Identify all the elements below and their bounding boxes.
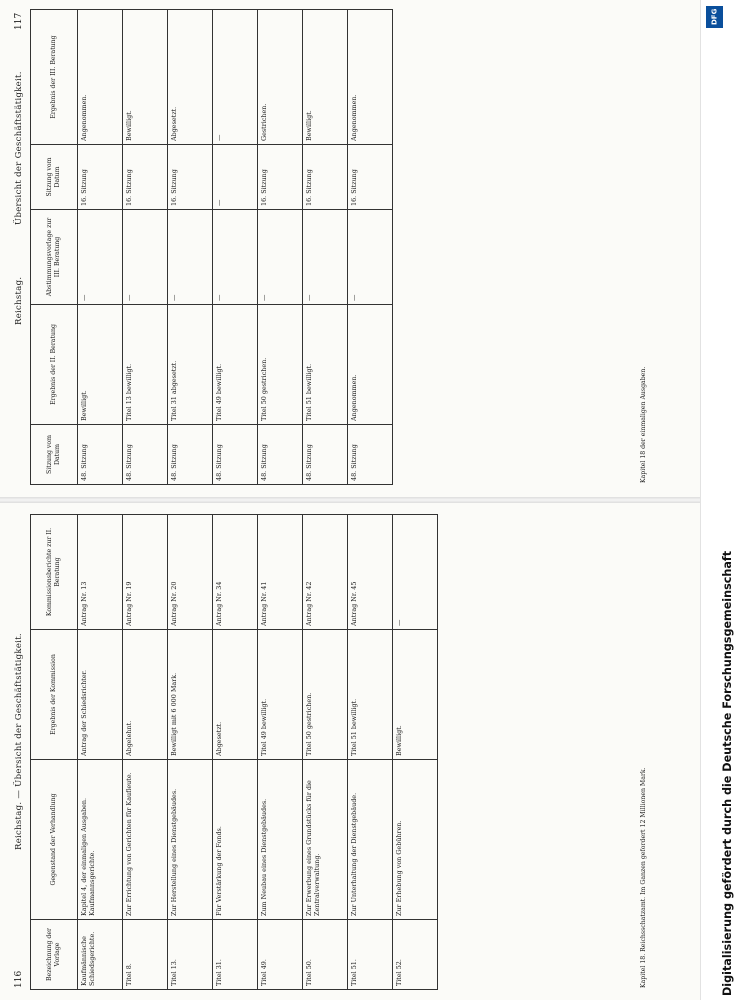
right-running-head-secondary: Übersicht der Geschäftstätigkeit. bbox=[14, 71, 24, 225]
table-cell: Antrag Nr. 20 bbox=[168, 515, 213, 630]
table-row bbox=[303, 515, 348, 990]
column-header: Sitzung vom Datum bbox=[31, 425, 78, 485]
table-cell: Bewilligt. bbox=[78, 305, 123, 425]
page-fold bbox=[0, 497, 700, 503]
table-cell: Titel 51 bewilligt. bbox=[303, 305, 348, 425]
table-cell: Bewilligt mit 6 000 Mark. bbox=[168, 630, 213, 760]
table-cell: Titel 13 bewilligt. bbox=[123, 305, 168, 425]
right-page-footer-note: Kapitel 18 der einmaligen Ausgaben. bbox=[640, 366, 647, 483]
table-cell: — bbox=[213, 145, 258, 210]
table-cell: Zur Herstellung eines Dienstgebäudes. bbox=[168, 760, 213, 920]
table-row bbox=[348, 10, 393, 485]
table-cell: 48. Sitzung bbox=[348, 425, 393, 485]
table-cell: 16. Sitzung bbox=[168, 145, 213, 210]
table-cell: Zur Erhebung von Gebühren. bbox=[393, 760, 438, 920]
table-cell: Antrag Nr. 13 bbox=[78, 515, 123, 630]
table-cell: Bewilligt. bbox=[303, 10, 348, 145]
table-cell: Titel 31. bbox=[213, 920, 258, 990]
table-cell: Titel 50 gestrichen. bbox=[258, 305, 303, 425]
table-cell: Titel 31 abgesetzt. bbox=[168, 305, 213, 425]
table-row bbox=[78, 10, 123, 485]
table-cell: 48. Sitzung bbox=[303, 425, 348, 485]
table-cell: Angenommen. bbox=[348, 10, 393, 145]
left-page bbox=[0, 505, 700, 1000]
table-cell: Titel 49 bewilligt. bbox=[258, 630, 303, 760]
table-row bbox=[348, 515, 393, 990]
left-page-footer-note: Kapitel 18. Reichsschatzamt. Im Ganzen gefordert 12 Millionen Mark. bbox=[640, 767, 647, 988]
table-row bbox=[78, 515, 123, 990]
table-row bbox=[393, 515, 438, 990]
table-cell: 48. Sitzung bbox=[123, 425, 168, 485]
table-cell: Abgesetzt. bbox=[168, 10, 213, 145]
table-cell: 16. Sitzung bbox=[303, 145, 348, 210]
table-cell: — bbox=[393, 515, 438, 630]
table-cell: — bbox=[303, 210, 348, 305]
table-cell: Antrag Nr. 42 bbox=[303, 515, 348, 630]
column-header: Ergebnis der Kommission bbox=[31, 630, 78, 760]
table-cell: — bbox=[213, 210, 258, 305]
table-cell: Antrag Nr. 34 bbox=[213, 515, 258, 630]
column-header: Sitzung vom Datum bbox=[31, 145, 78, 210]
column-header: Kommissionsberichte zur II. Beratung bbox=[31, 515, 78, 630]
table-cell: — bbox=[213, 10, 258, 145]
right-page-table bbox=[30, 9, 393, 485]
left-page-table bbox=[30, 514, 438, 990]
table-row bbox=[123, 515, 168, 990]
right-page-number: 117 bbox=[14, 12, 24, 30]
column-header: Ergebnis der II. Beratung bbox=[31, 305, 78, 425]
table-cell: Bewilligt. bbox=[123, 10, 168, 145]
table-row bbox=[258, 10, 303, 485]
left-page-number: 116 bbox=[14, 970, 24, 988]
table-cell: Titel 8. bbox=[123, 920, 168, 990]
right-page bbox=[0, 0, 700, 495]
table-cell: Angenommen. bbox=[348, 305, 393, 425]
table-cell: 16. Sitzung bbox=[78, 145, 123, 210]
table-cell: Zur Unterhaltung der Dienstgebäude. bbox=[348, 760, 393, 920]
table-cell: Kaufmännische Schiedsgerichte. bbox=[78, 920, 123, 990]
table-cell: 16. Sitzung bbox=[258, 145, 303, 210]
table-cell: — bbox=[78, 210, 123, 305]
table-cell: 48. Sitzung bbox=[258, 425, 303, 485]
table-cell: Titel 51 bewilligt. bbox=[348, 630, 393, 760]
table-cell: 16. Sitzung bbox=[348, 145, 393, 210]
table-cell: 16. Sitzung bbox=[123, 145, 168, 210]
table-cell: Titel 50 gestrichen. bbox=[303, 630, 348, 760]
table-header-row bbox=[31, 10, 78, 485]
table-cell: Zum Neubau eines Dienstgebäudes. bbox=[258, 760, 303, 920]
table-cell: Titel 49. bbox=[258, 920, 303, 990]
column-header: Gegenstand der Verhandlung bbox=[31, 760, 78, 920]
table-header-row bbox=[31, 515, 78, 990]
table-cell: Zur Erwerbung eines Grundstücks für die Zentralverwaltung. bbox=[303, 760, 348, 920]
table-cell: — bbox=[348, 210, 393, 305]
table-cell: Abgelehnt. bbox=[123, 630, 168, 760]
table-cell: — bbox=[258, 210, 303, 305]
table-row bbox=[213, 10, 258, 485]
table-cell: — bbox=[168, 210, 213, 305]
table-row bbox=[168, 10, 213, 485]
right-running-head: Reichstag. bbox=[14, 276, 24, 325]
table-cell: Titel 49 bewilligt. bbox=[213, 305, 258, 425]
table-cell: — bbox=[123, 210, 168, 305]
table-cell: Gestrichen. bbox=[258, 10, 303, 145]
table-cell: 48. Sitzung bbox=[213, 425, 258, 485]
table-row bbox=[303, 10, 348, 485]
table-cell: Kapitel 4, der einmaligen Ausgaben. Kaufmannsgerichte. bbox=[78, 760, 123, 920]
digitization-credit-text: Digitalisierung gefördert durch die Deutsche Forschungsgemeinschaft bbox=[721, 550, 734, 996]
table-cell: Antrag der Schiedsrichter. bbox=[78, 630, 123, 760]
dfg-logo-icon: DFG bbox=[706, 6, 723, 28]
column-header: Bezeichnung der Vorlage bbox=[31, 920, 78, 990]
table-row bbox=[168, 515, 213, 990]
table-cell: Angenommen. bbox=[78, 10, 123, 145]
table-cell: Antrag Nr. 19 bbox=[123, 515, 168, 630]
table-cell: Bewilligt. bbox=[393, 630, 438, 760]
table-cell: Zur Errichtung von Gerichten für Kaufleute. bbox=[123, 760, 168, 920]
table-cell: Titel 50. bbox=[303, 920, 348, 990]
column-header: Abstimmungsvorlage zur III. Beratung bbox=[31, 210, 78, 305]
table-row bbox=[123, 10, 168, 485]
table-row bbox=[258, 515, 303, 990]
table-cell: Titel 51. bbox=[348, 920, 393, 990]
table-cell: 48. Sitzung bbox=[78, 425, 123, 485]
table-cell: Abgesetzt. bbox=[213, 630, 258, 760]
table-cell: Für Verstärkung der Fonds. bbox=[213, 760, 258, 920]
table-cell: 48. Sitzung bbox=[168, 425, 213, 485]
table-cell: Titel 52. bbox=[393, 920, 438, 990]
table-cell: Antrag Nr. 45 bbox=[348, 515, 393, 630]
column-header: Ergebnis der III. Beratung bbox=[31, 10, 78, 145]
left-running-head: Reichstag. — Übersicht der Geschäftstätigkeit. bbox=[14, 633, 24, 850]
digitization-banner bbox=[700, 0, 734, 1000]
table-cell: Titel 13. bbox=[168, 920, 213, 990]
table-cell: Antrag Nr. 41 bbox=[258, 515, 303, 630]
table-row bbox=[213, 515, 258, 990]
